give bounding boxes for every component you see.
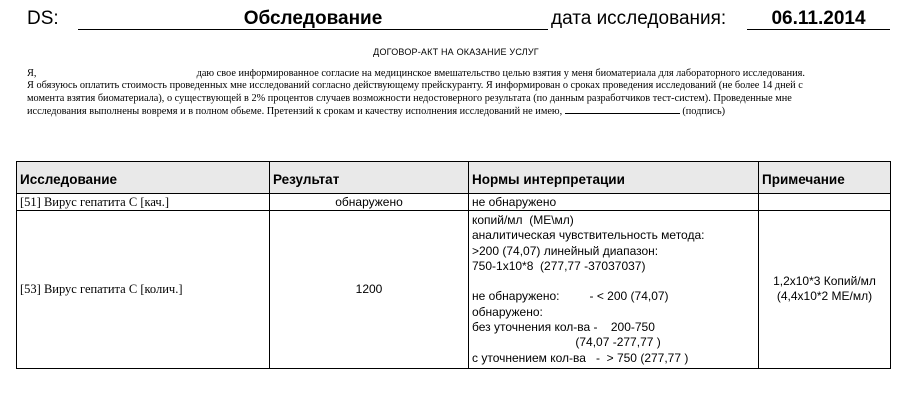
contract-line-3: момента взятия биоматериала), о существующей в 2% процентов случаев возможности недостоверного результата (по данным разработчиков тест-систем). Проведенные мне [27, 92, 792, 104]
contract-line-1-start: Я, [27, 68, 37, 79]
date-label: дата исследования: [551, 8, 727, 29]
contract-line-1-end: даю свое информированное согласие на медицинское вмешательство целью взятия у меня биоматериала для лабораторного исследования. [196, 68, 805, 79]
test-norms: не обнаружено [469, 194, 759, 211]
test-result: 1200 [270, 211, 469, 369]
contract-line-2: Я обязуюсь оплатить стоимость проведенных мне исследований согласно действующему прейскуранту. Я информирован о сроках проведения исследований (не более 14 дней с [27, 80, 803, 92]
contract-line-4 [27, 105, 887, 118]
header-norms: Нормы интерпретации [469, 162, 759, 194]
date-value: 06.11.2014 [771, 8, 866, 29]
signature-label: (подпись) [682, 106, 726, 118]
note-line-1: 1,2x10*3 Копий/мл [773, 274, 876, 289]
test-note [759, 194, 891, 211]
test-note [759, 211, 891, 369]
header-test: Исследование [17, 162, 270, 194]
diagnosis-value: Обследование [243, 8, 383, 29]
table-row [17, 211, 891, 369]
note-line-2: (4,4x10*2 МЕ/мл) [776, 289, 873, 304]
test-name: [53] Вирус гепатита С [колич.] [17, 211, 270, 369]
signature-line [565, 105, 680, 114]
report-header [0, 8, 912, 34]
contract-line-1 [27, 68, 887, 80]
header-result: Результат [270, 162, 469, 194]
redacted-name [39, 69, 194, 78]
contract-title: ДОГОВОР-АКТ НА ОКАЗАНИЕ УСЛУГ [373, 47, 539, 57]
table-row [17, 194, 891, 211]
ds-label: DS: [27, 8, 59, 29]
norms-text: копий/мл (МЕ\мл) аналитическая чувствительность метода: >200 (74,07) линейный диапазон: 750-1x10*8 (277,77 -37037037) не обнаружено: - < 200 (74,07) обнаружено: без уточнения кол-ва - 200-750 (74,07 -277,77 ) с уточнением кол-ва - > 750 (277,77 ) [472, 213, 705, 365]
contract-line-4-text: исследования выполнены вовремя и в полном обьеме. Претензий к срокам и качеству исполнения исследований не имею, [27, 106, 563, 118]
test-name: [51] Вирус гепатита С [кач.] [17, 194, 270, 211]
table-header-row [17, 162, 891, 194]
test-result: обнаружено [270, 194, 469, 211]
header-note: Примечание [759, 162, 891, 194]
results-table [16, 161, 891, 369]
contract-text [27, 68, 887, 119]
test-norms [469, 211, 759, 369]
